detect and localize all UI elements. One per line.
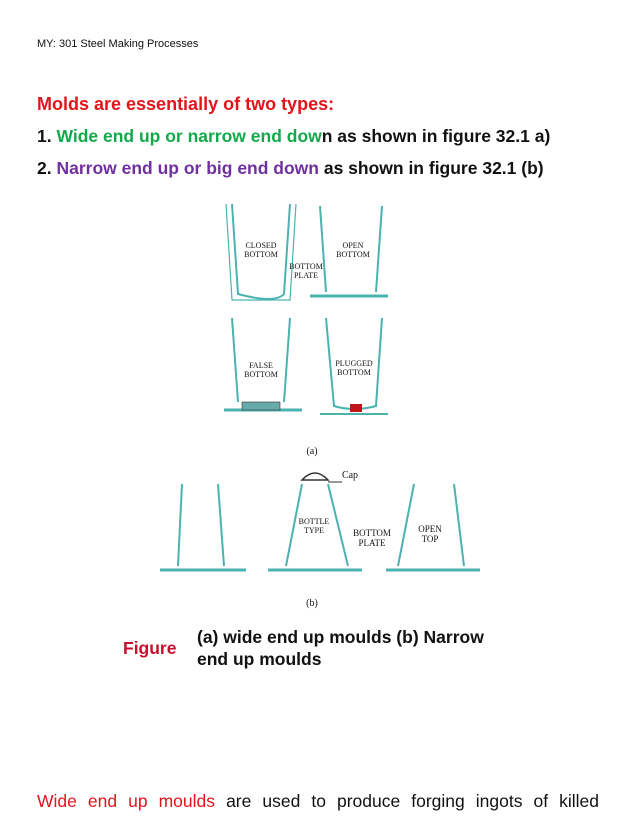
false-bottom-label: FALSE: [249, 361, 273, 370]
list-text: n as shown in figure 32.1 a): [321, 126, 551, 146]
open-top-label: TOP: [421, 534, 439, 544]
list-item: [37, 126, 550, 147]
bottom-plate-b-label: BOTTOM: [353, 528, 391, 538]
list-item: [37, 158, 544, 179]
list-text: as shown in figure 32.1 (b): [318, 158, 544, 178]
bottom-plate-b-label: PLATE: [358, 538, 386, 548]
closed-bottom-label: CLOSED: [245, 241, 277, 250]
false-bottom-block: [242, 402, 280, 410]
plugged-bottom-label: PLUGGED: [335, 359, 373, 368]
bottle-type-label: TYPE: [304, 526, 324, 535]
plugged-bottom-label: BOTTOM: [337, 368, 371, 377]
closed-bottom-label: BOTTOM: [244, 250, 278, 259]
mold-figure: [150, 196, 490, 616]
list-number: 2.: [37, 158, 52, 178]
figure-caption-text: (a) wide end up moulds (b) Narrow end up moulds: [197, 627, 484, 669]
page-header: MY: 301 Steel Making Processes: [37, 38, 199, 50]
open-bottom-label: OPEN: [342, 241, 364, 250]
bottom-plate-label: PLATE: [294, 271, 318, 280]
part-b-label: (b): [306, 598, 318, 609]
bottle-type-label: BOTTLE: [298, 517, 330, 526]
list-highlight: Wide end up or narrow end dow: [56, 126, 322, 146]
body-paragraph: [37, 791, 599, 812]
bottom-plate-label: BOTTOM: [289, 262, 323, 271]
cap-label: Cap: [341, 470, 359, 481]
open-bottom-mold-left: [320, 206, 326, 292]
section-heading: Molds are essentially of two types:: [37, 94, 335, 114]
paragraph-text: are used to produce forging ingots of killed: [226, 791, 599, 811]
false-bottom-label: BOTTOM: [244, 370, 278, 379]
list-number: 1.: [37, 126, 52, 146]
cap-shape: [302, 473, 328, 480]
list-highlight: Narrow end up or big end down: [56, 158, 319, 178]
part-a-label: (a): [306, 446, 318, 457]
paragraph-highlight: Wide end up moulds: [37, 791, 216, 811]
figure-caption-label: Figure: [123, 638, 177, 658]
open-bottom-label: BOTTOM: [336, 250, 370, 259]
open-top-label: OPEN: [418, 524, 442, 534]
mold-diagram: [150, 196, 490, 616]
open-bottom-mold-right: [376, 206, 382, 292]
plugged-bottom-plug: [350, 404, 362, 412]
